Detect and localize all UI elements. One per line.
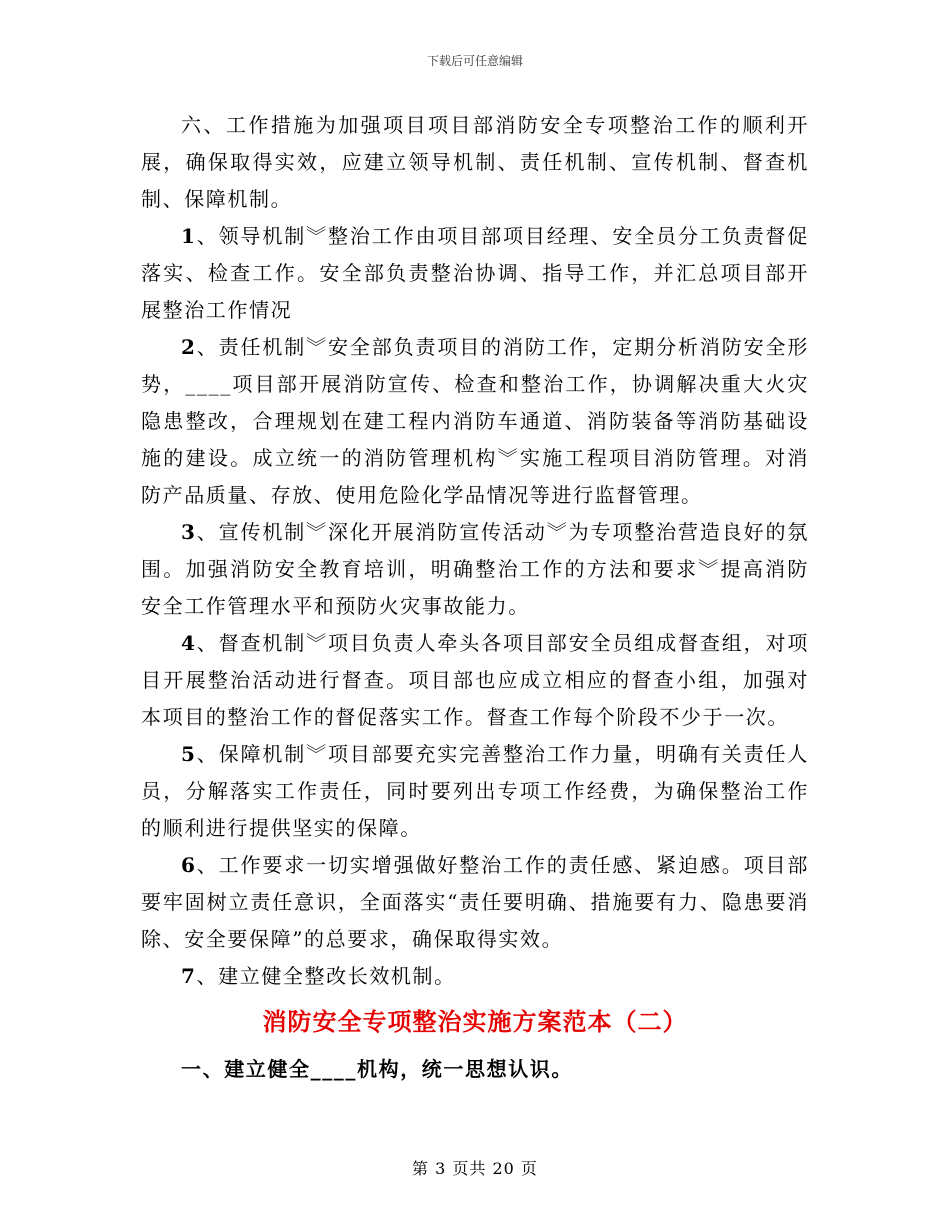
item-number: 7 (181, 964, 197, 988)
paragraph-item-6 (141, 847, 809, 958)
page-header-note: 下载后可任意编辑 (426, 54, 523, 68)
item-number: 6 (181, 853, 197, 877)
item-number: 3 (181, 520, 197, 544)
paragraph-item-4 (141, 625, 809, 736)
paragraph-measures (141, 107, 809, 218)
paragraph-item-1 (141, 218, 809, 329)
paragraph-text: 、领导机制︾整治工作由项目部项目经理、安全员分工负责督促落实、检查工作。安全部负责整治协调、指导工作，并汇总项目部开展整治工作情况 (141, 224, 809, 322)
item-number: 1 (181, 224, 197, 248)
paragraph-text: 、宣传机制︾深化开展消防宣传活动︾为专项整治营造良好的氛围。加强消防安全教育培训，明确整治工作的方法和要求︾提高消防安全工作管理水平和预防火灾事故能力。 (141, 520, 809, 618)
section-title: 消防安全专项整治实施方案范本（二） (262, 1007, 688, 1036)
paragraph-text: 、督查机制︾项目负责人牵头各项目部安全员组成督查组，对项目开展整治活动进行督查。项目部也应成立相应的督查小组，加强对本项目的整治工作的督促落实工作。督查工作每个阶段不少于一次。 (141, 631, 809, 729)
paragraph-text: 、工作要求一切实增强做好整治工作的责任感、紧迫感。项目部要牢固树立责任意识，全面落实“责任要明确、措施要有力、隐患要消除、安全要保障”的总要求，确保取得实效。 (141, 853, 809, 951)
item-number: 4 (181, 631, 197, 655)
paragraph-text: 、保障机制︾项目部要充实完善整治工作力量，明确有关责任人员，分解落实工作责任，同时要列出专项工作经费，为确保整治工作的顺利进行提供坚实的保障。 (141, 742, 809, 840)
paragraph-text: 、建立健全整改长效机制。 (196, 964, 456, 988)
document-body (141, 107, 809, 1089)
page-number-footer: 第 3 页共 20 页 (412, 1159, 538, 1178)
paragraph-item-7 (141, 958, 809, 995)
item-number: 2 (181, 335, 197, 359)
paragraph-item-3 (141, 514, 809, 625)
paragraph-item-2 (141, 329, 809, 514)
paragraph-item-5 (141, 736, 809, 847)
paragraph-text: 、责任机制︾安全部负责项目的消防工作，定期分析消防安全形势，____项目部开展消防宣传、检查和整治工作，协调解决重大火灾隐患整改，合理规划在建工程内消防车通道、消防装备等消防基础设施的建设。成立统一的消防管理机构︾实施工程项目消防管理。对消防产品质量、存放、使用危险化学品情况等进行监督管理。 (141, 335, 809, 507)
paragraph-text: 六、工作措施为加强项目项目部消防安全专项整治工作的顺利开展，确保取得实效，应建立领导机制、责任机制、宣传机制、督查机制、保障机制。 (141, 113, 809, 211)
section-heading: 一、建立健全____机构，统一思想认识。 (181, 1057, 573, 1081)
item-number: 5 (181, 742, 197, 766)
